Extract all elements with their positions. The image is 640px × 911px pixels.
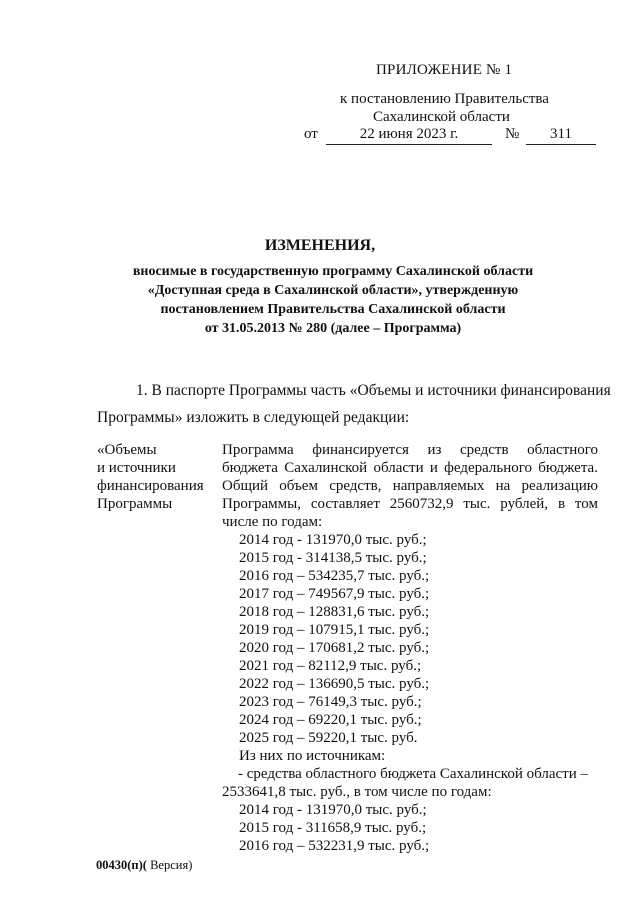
footer-code [96, 858, 192, 873]
word: объем [279, 478, 318, 494]
word: на [495, 478, 511, 494]
left-cell-line: Программы [97, 496, 173, 512]
intro-line [222, 459, 598, 477]
left-cell-line: «Объемы [97, 442, 157, 458]
word: направляемых [392, 478, 485, 494]
year-regional-item: 2014 год - 131970,0 тыс. руб.; [239, 802, 427, 818]
word: Сахалинской [284, 460, 368, 476]
year-total-item: 2024 год – 69220,1 тыс. руб.; [239, 712, 422, 728]
word: областного [527, 442, 598, 458]
year-total-item: 2022 год – 136690,5 тыс. руб.; [239, 676, 430, 692]
year-total-item: 2020 год – 170681,2 тыс. руб.; [239, 640, 430, 656]
year-total-item: 2025 год – 59220,1 тыс. руб. [239, 730, 418, 746]
word: реализацию [521, 478, 598, 494]
year-total-list [222, 531, 598, 765]
year-total-item: 2018 год – 128831,6 тыс. руб.; [239, 604, 430, 620]
year-regional-item: 2015 год - 311658,9 тыс. руб.; [239, 820, 427, 836]
regional-budget-line: - средства областного бюджета Сахалинской области – [238, 766, 588, 782]
year-total-item: 2023 год – 76149,3 тыс. руб.; [239, 694, 422, 710]
word: из [427, 442, 442, 458]
word: финансируется [312, 442, 409, 458]
appendix-date-row [304, 126, 604, 148]
year-regional-item: 2016 год – 532231,9 тыс. руб.; [239, 838, 430, 854]
intro-line [222, 477, 598, 495]
subtitle-line: от 31.05.2013 № 280 (далее – Программа) [204, 321, 462, 336]
paragraph-line: 1. В паспорте Программы часть «Объемы и источники финансирования [136, 382, 611, 399]
regional-budget-line: 2533641,8 тыс. руб., в том числе по годам: [222, 784, 492, 800]
word: Программа [222, 442, 294, 458]
decree-date: 22 июня 2023 г. [326, 126, 492, 145]
document-title: ИЗМЕНЕНИЯ, [264, 237, 376, 254]
subtitle-line: вносимые в государственную программу Сахалинской области [132, 264, 534, 279]
left-cell-line: и источники [97, 460, 176, 476]
left-cell-line: финансирования [97, 478, 204, 494]
word: 2560732,9 [389, 496, 454, 512]
subtitle-line: постановлением Правительства Сахалинской области [160, 302, 506, 317]
word: бюджета. [538, 460, 598, 476]
decree-number: 311 [526, 126, 596, 145]
word: и [429, 460, 438, 476]
year-total-item: 2015 год - 314138,5 тыс. руб.; [239, 550, 427, 566]
word: составляет [310, 496, 380, 512]
footer-code-text: 00430(п)( [96, 858, 147, 872]
appendix-line-region: Сахалинской области [373, 109, 510, 125]
appendix-line-decree: к постановлению Правительства [340, 91, 549, 107]
year-total-item: 2019 год – 107915,1 тыс. руб.; [239, 622, 430, 638]
appendix-title: ПРИЛОЖЕНИЕ № 1 [376, 62, 513, 78]
word: в [557, 496, 566, 512]
year-total-item: 2016 год – 534235,7 тыс. руб.; [239, 568, 430, 584]
table-left-column [97, 441, 204, 513]
year-regional-list [222, 801, 598, 855]
date-from-label: от [304, 126, 318, 142]
subtitle-line: «Доступная среда в Сахалинской области», утвержденную [147, 283, 519, 298]
word: федерального [444, 460, 533, 476]
document-subtitle [90, 262, 576, 338]
table-right-column [222, 441, 598, 855]
word: бюджета [222, 460, 278, 476]
word: области [373, 460, 424, 476]
word: Общий [222, 478, 269, 494]
year-total-item: 2017 год – 749567,9 тыс. руб.; [239, 586, 430, 602]
year-total-item: 2021 год – 82112,9 тыс. руб.; [239, 658, 422, 674]
word: тыс. [463, 496, 491, 512]
word: Программы, [222, 496, 301, 512]
paragraph-line: Программы» изложить в следующей редакции: [97, 409, 410, 426]
word: рублей, [500, 496, 549, 512]
intro-line: числе по годам: [222, 514, 323, 530]
number-label: № [505, 126, 520, 142]
word: том [574, 496, 598, 512]
word: средств [459, 442, 509, 458]
word: средств, [329, 478, 382, 494]
intro-line [222, 495, 598, 513]
footer-version: Версия) [146, 858, 193, 872]
intro-line [222, 441, 598, 459]
year-total-item: 2014 год - 131970,0 тыс. руб.; [239, 532, 427, 548]
sources-label: Из них по источникам: [239, 748, 386, 764]
